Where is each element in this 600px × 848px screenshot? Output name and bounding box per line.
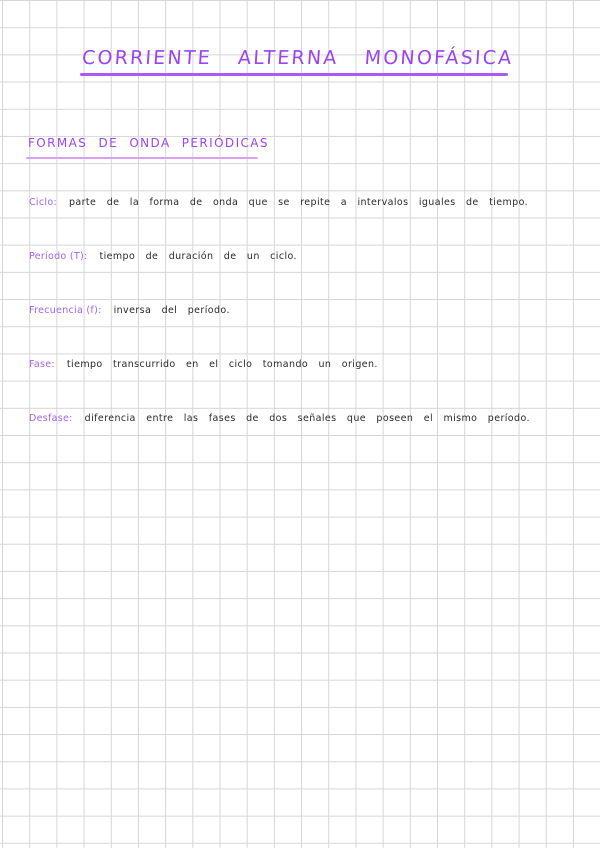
definition-periodo	[29, 251, 589, 262]
definition-text: inversa del período.	[113, 305, 230, 316]
definition-frecuencia	[29, 305, 589, 316]
section-heading: FORMAS DE ONDA PERIÓDICAS	[28, 136, 269, 150]
definition-ciclo	[29, 197, 589, 208]
page-title: CORRIENTE ALTERNA MONOFÁSICA	[81, 47, 515, 69]
definition-text: diferencia entre las fases de dos señales que poseen el mismo período.	[84, 413, 530, 424]
definition-term: Ciclo:	[29, 197, 57, 208]
definition-term: Desfase:	[29, 413, 73, 424]
definition-term: Frecuencia (f):	[29, 305, 102, 316]
title-underline	[80, 73, 508, 76]
definition-text: tiempo transcurrido en el ciclo tomando un origen.	[66, 359, 378, 370]
definition-term: Fase:	[29, 359, 55, 370]
definition-fase	[29, 359, 589, 370]
section-underline	[26, 157, 258, 159]
definition-term: Período (T):	[29, 251, 88, 262]
definition-text: tiempo de duración de un ciclo.	[99, 251, 297, 262]
definition-desfase	[29, 413, 589, 424]
definition-text: parte de la forma de onda que se repite a intervalos iguales de tiempo.	[68, 197, 529, 208]
